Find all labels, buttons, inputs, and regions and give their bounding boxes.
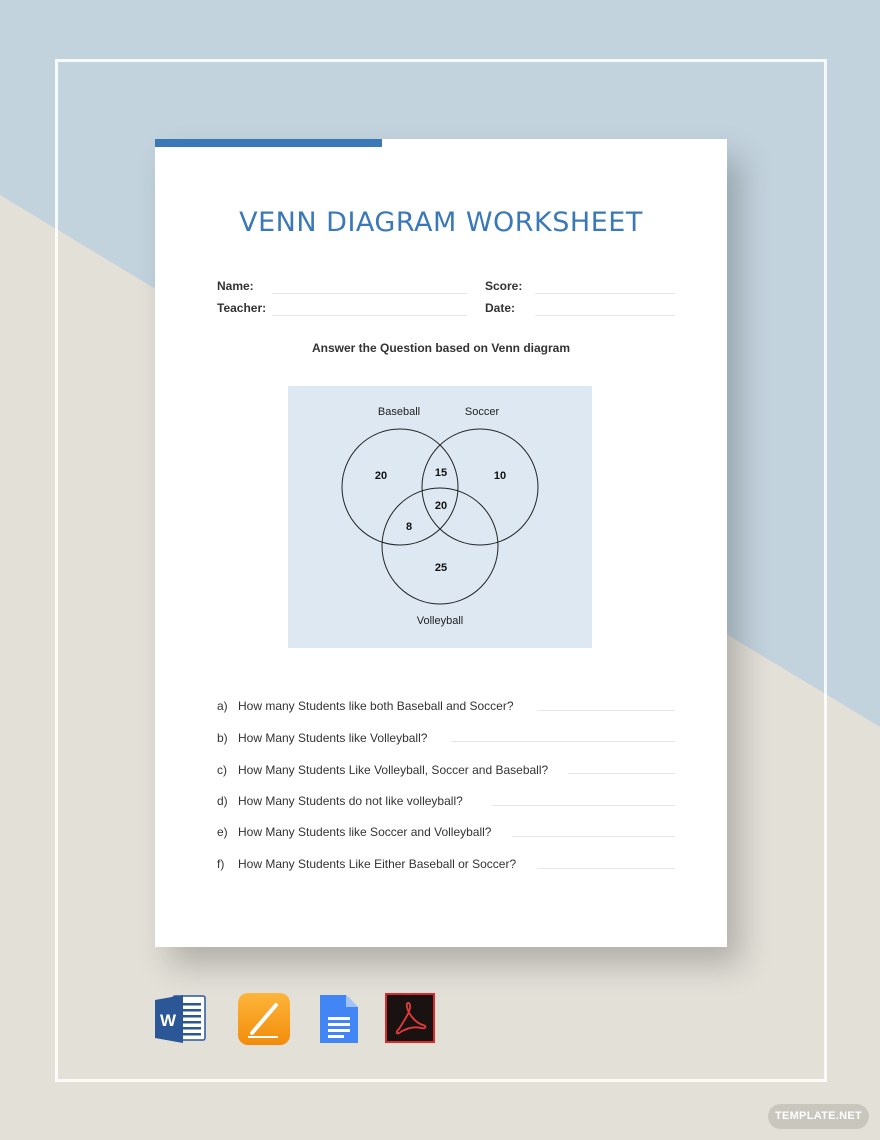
region-baseball-only: 20 xyxy=(374,470,388,482)
venn-diagram xyxy=(288,386,592,648)
question-letter: b) xyxy=(217,731,228,745)
region-baseball-soccer: 15 xyxy=(434,467,448,479)
answer-line-c[interactable] xyxy=(568,773,675,774)
question-text: How many Students like both Baseball and Soccer? xyxy=(238,699,514,713)
answer-line-b[interactable] xyxy=(451,741,675,742)
region-soccer-only: 10 xyxy=(493,470,507,482)
accent-bar xyxy=(155,139,382,147)
name-label: Name: xyxy=(217,279,254,293)
volleyball-label: Volleyball xyxy=(416,615,464,627)
google-docs-icon[interactable] xyxy=(318,993,370,1045)
score-label: Score: xyxy=(485,279,523,293)
baseball-label: Baseball xyxy=(377,406,421,418)
region-volleyball-only: 25 xyxy=(434,562,448,574)
svg-text:W: W xyxy=(159,1011,177,1030)
word-icon[interactable] xyxy=(155,993,207,1045)
soccer-label: Soccer xyxy=(464,406,500,418)
region-all-three: 20 xyxy=(434,500,448,512)
date-label: Date: xyxy=(485,301,516,315)
instruction-text: Answer the Question based on Venn diagram xyxy=(311,341,571,355)
answer-line-a[interactable] xyxy=(537,710,675,711)
question-letter: a) xyxy=(217,699,228,713)
region-baseball-volleyball: 8 xyxy=(405,521,413,533)
teacher-label: Teacher: xyxy=(217,301,267,315)
answer-line-f[interactable] xyxy=(537,868,675,869)
soccer-circle xyxy=(422,429,538,545)
question-letter: d) xyxy=(217,794,228,808)
question-letter: f) xyxy=(217,857,225,871)
answer-line-d[interactable] xyxy=(492,805,675,806)
answer-line-e[interactable] xyxy=(512,836,675,837)
worksheet-title: VENN DIAGRAM WORKSHEET xyxy=(239,207,643,238)
question-text: How Many Students like Volleyball? xyxy=(238,731,428,745)
question-text: How Many Students do not like volleyball? xyxy=(238,794,463,808)
worksheet-page xyxy=(155,139,727,947)
question-text: How Many Students Like Either Baseball or Soccer? xyxy=(238,857,517,871)
venn-diagram-svg xyxy=(288,386,592,648)
date-field[interactable] xyxy=(535,315,675,316)
name-field[interactable] xyxy=(272,293,467,294)
pdf-icon[interactable] xyxy=(385,993,437,1045)
pages-icon[interactable] xyxy=(238,993,290,1045)
question-text: How Many Students Like Volleyball, Soccer and Baseball? xyxy=(238,763,549,777)
teacher-field[interactable] xyxy=(272,315,467,316)
watermark-badge: TEMPLATE.NET xyxy=(768,1104,869,1129)
score-field[interactable] xyxy=(535,293,675,294)
question-text: How Many Students like Soccer and Volleyball? xyxy=(238,825,492,839)
baseball-circle xyxy=(342,429,458,545)
question-letter: e) xyxy=(217,825,228,839)
question-letter: c) xyxy=(217,763,227,777)
